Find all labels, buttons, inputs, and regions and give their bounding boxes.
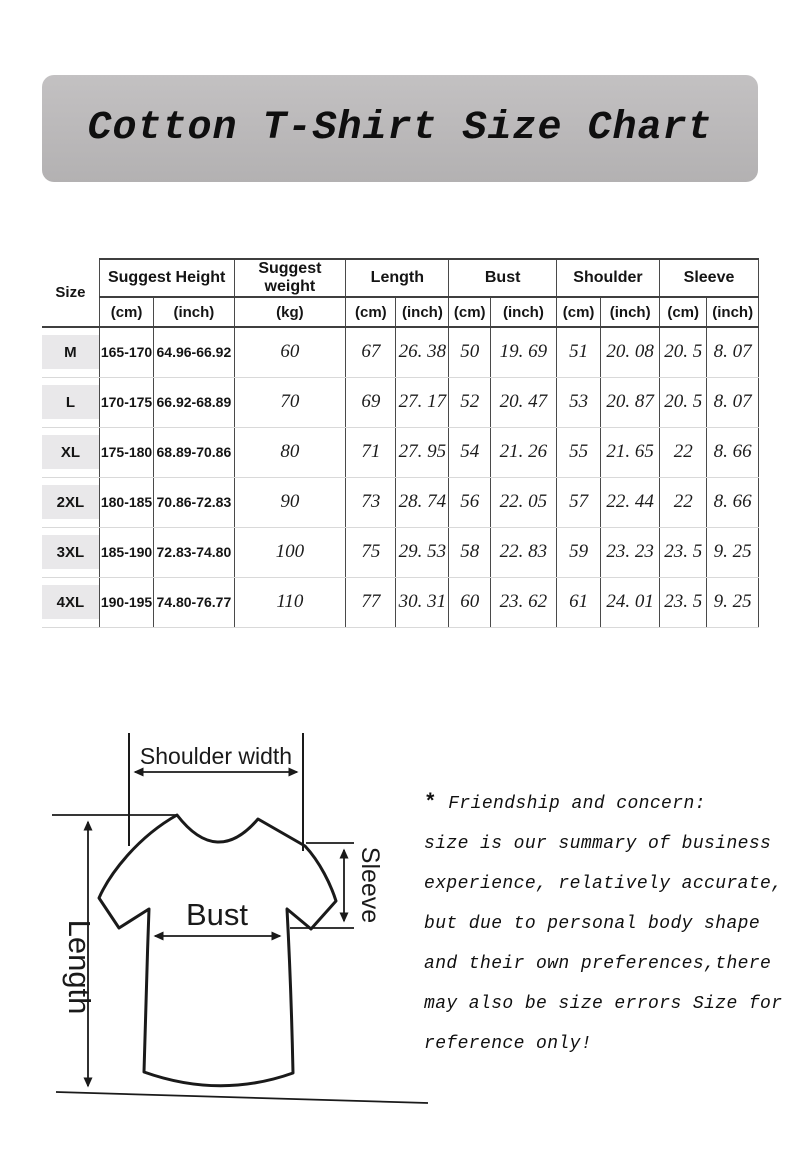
cell-length-inch: 30. 31 bbox=[396, 577, 449, 627]
note-line: size is our summary of business bbox=[424, 834, 772, 854]
note-line: and their own preferences,there bbox=[424, 954, 772, 974]
cell-height-inch: 68.89-70.86 bbox=[154, 427, 234, 477]
cell-bust-cm: 56 bbox=[449, 477, 491, 527]
sleeve-label: Sleeve bbox=[356, 846, 384, 924]
cell-sleeve-inch: 9. 25 bbox=[707, 577, 759, 627]
cell-shoulder-inch: 24. 01 bbox=[601, 577, 660, 627]
title-banner bbox=[42, 75, 758, 182]
size-badge: 2XL bbox=[42, 485, 99, 519]
cell-bust-cm: 60 bbox=[449, 577, 491, 627]
cell-weight-kg: 60 bbox=[234, 327, 346, 377]
cell-length-inch: 29. 53 bbox=[396, 527, 449, 577]
cell-shoulder-inch: 23. 23 bbox=[601, 527, 660, 577]
unit-weight-kg: (kg) bbox=[234, 297, 346, 327]
cell-sleeve-inch: 8. 66 bbox=[707, 427, 759, 477]
size-badge: 4XL bbox=[42, 585, 99, 619]
unit-length-cm: (cm) bbox=[346, 297, 396, 327]
note-heading bbox=[424, 784, 798, 824]
cell-size bbox=[42, 477, 99, 527]
cell-shoulder-cm: 57 bbox=[556, 477, 600, 527]
cell-bust-inch: 21. 26 bbox=[490, 427, 556, 477]
col-header-size: Size bbox=[42, 259, 99, 327]
cell-size bbox=[42, 327, 99, 377]
cell-sleeve-inch: 9. 25 bbox=[707, 527, 759, 577]
unit-shoulder-inch: (inch) bbox=[601, 297, 660, 327]
unit-height-cm: (cm) bbox=[99, 297, 153, 327]
table-row bbox=[42, 377, 759, 427]
tshirt-outline bbox=[99, 815, 336, 1086]
tshirt-measurement-diagram bbox=[40, 715, 440, 1135]
cell-size bbox=[42, 577, 99, 627]
note-heading-text: Friendship and concern: bbox=[448, 794, 706, 814]
length-ref-line-bottom bbox=[56, 1092, 428, 1103]
cell-bust-inch: 22. 05 bbox=[490, 477, 556, 527]
cell-weight-kg: 90 bbox=[234, 477, 346, 527]
cell-height-cm: 170-175 bbox=[99, 377, 153, 427]
size-table bbox=[42, 258, 759, 628]
cell-length-inch: 28. 74 bbox=[396, 477, 449, 527]
cell-length-cm: 67 bbox=[346, 327, 396, 377]
table-row bbox=[42, 327, 759, 377]
table-row bbox=[42, 577, 759, 627]
cell-sleeve-inch: 8. 07 bbox=[707, 377, 759, 427]
cell-bust-cm: 54 bbox=[449, 427, 491, 477]
cell-shoulder-cm: 53 bbox=[556, 377, 600, 427]
note-line: may also be size errors Size for bbox=[424, 994, 783, 1014]
cell-sleeve-cm: 22 bbox=[660, 427, 707, 477]
col-header-shoulder: Shoulder bbox=[556, 259, 659, 297]
col-header-bust: Bust bbox=[449, 259, 556, 297]
col-header-sleeve: Sleeve bbox=[660, 259, 759, 297]
cell-sleeve-inch: 8. 07 bbox=[707, 327, 759, 377]
asterisk-icon: * bbox=[424, 792, 438, 815]
cell-sleeve-cm: 20. 5 bbox=[660, 327, 707, 377]
cell-weight-kg: 100 bbox=[234, 527, 346, 577]
cell-height-inch: 66.92-68.89 bbox=[154, 377, 234, 427]
cell-size bbox=[42, 527, 99, 577]
table-row bbox=[42, 527, 759, 577]
unit-length-inch: (inch) bbox=[396, 297, 449, 327]
shoulder-width-label: Shoulder width bbox=[139, 743, 293, 769]
size-badge: 3XL bbox=[42, 535, 99, 569]
cell-bust-inch: 19. 69 bbox=[490, 327, 556, 377]
unit-height-inch: (inch) bbox=[154, 297, 234, 327]
cell-height-inch: 74.80-76.77 bbox=[154, 577, 234, 627]
cell-length-cm: 77 bbox=[346, 577, 396, 627]
cell-height-inch: 72.83-74.80 bbox=[154, 527, 234, 577]
cell-height-cm: 165-170 bbox=[99, 327, 153, 377]
note-line: but due to personal body shape bbox=[424, 914, 761, 934]
size-badge: XL bbox=[42, 435, 99, 469]
col-header-length: Length bbox=[346, 259, 449, 297]
cell-length-cm: 69 bbox=[346, 377, 396, 427]
cell-length-cm: 73 bbox=[346, 477, 396, 527]
cell-shoulder-cm: 55 bbox=[556, 427, 600, 477]
cell-height-cm: 190-195 bbox=[99, 577, 153, 627]
col-header-height: Suggest Height bbox=[99, 259, 234, 297]
cell-length-inch: 27. 95 bbox=[396, 427, 449, 477]
cell-height-cm: 185-190 bbox=[99, 527, 153, 577]
cell-bust-cm: 52 bbox=[449, 377, 491, 427]
cell-bust-cm: 50 bbox=[449, 327, 491, 377]
cell-height-inch: 64.96-66.92 bbox=[154, 327, 234, 377]
bust-label: Bust bbox=[185, 897, 249, 932]
cell-bust-inch: 20. 47 bbox=[490, 377, 556, 427]
cell-shoulder-cm: 51 bbox=[556, 327, 600, 377]
cell-weight-kg: 80 bbox=[234, 427, 346, 477]
cell-shoulder-inch: 20. 87 bbox=[601, 377, 660, 427]
table-row bbox=[42, 477, 759, 527]
cell-bust-inch: 22. 83 bbox=[490, 527, 556, 577]
table-row bbox=[42, 427, 759, 477]
note-line: experience, relatively accurate, bbox=[424, 874, 783, 894]
page-title: Cotton T-Shirt Size Chart bbox=[87, 106, 713, 151]
table-units-row bbox=[42, 297, 759, 327]
cell-shoulder-inch: 22. 44 bbox=[601, 477, 660, 527]
length-label: Length bbox=[62, 919, 97, 1015]
cell-sleeve-cm: 22 bbox=[660, 477, 707, 527]
table-header-row bbox=[42, 259, 759, 297]
cell-bust-inch: 23. 62 bbox=[490, 577, 556, 627]
cell-sleeve-cm: 23. 5 bbox=[660, 577, 707, 627]
size-badge: L bbox=[42, 385, 99, 419]
cell-height-inch: 70.86-72.83 bbox=[154, 477, 234, 527]
cell-length-cm: 75 bbox=[346, 527, 396, 577]
cell-shoulder-inch: 20. 08 bbox=[601, 327, 660, 377]
cell-sleeve-cm: 20. 5 bbox=[660, 377, 707, 427]
cell-bust-cm: 58 bbox=[449, 527, 491, 577]
cell-size bbox=[42, 377, 99, 427]
cell-height-cm: 175-180 bbox=[99, 427, 153, 477]
cell-shoulder-inch: 21. 65 bbox=[601, 427, 660, 477]
cell-weight-kg: 70 bbox=[234, 377, 346, 427]
col-header-weight: Suggest weight bbox=[234, 259, 346, 297]
cell-weight-kg: 110 bbox=[234, 577, 346, 627]
cell-sleeve-cm: 23. 5 bbox=[660, 527, 707, 577]
cell-sleeve-inch: 8. 66 bbox=[707, 477, 759, 527]
cell-length-cm: 71 bbox=[346, 427, 396, 477]
disclaimer-note bbox=[424, 784, 798, 1064]
cell-size bbox=[42, 427, 99, 477]
unit-bust-cm: (cm) bbox=[449, 297, 491, 327]
cell-shoulder-cm: 59 bbox=[556, 527, 600, 577]
cell-length-inch: 26. 38 bbox=[396, 327, 449, 377]
cell-height-cm: 180-185 bbox=[99, 477, 153, 527]
cell-length-inch: 27. 17 bbox=[396, 377, 449, 427]
unit-shoulder-cm: (cm) bbox=[556, 297, 600, 327]
note-line: reference only! bbox=[424, 1034, 593, 1054]
unit-sleeve-cm: (cm) bbox=[660, 297, 707, 327]
unit-bust-inch: (inch) bbox=[490, 297, 556, 327]
cell-shoulder-cm: 61 bbox=[556, 577, 600, 627]
size-badge: M bbox=[42, 335, 99, 369]
unit-sleeve-inch: (inch) bbox=[707, 297, 759, 327]
